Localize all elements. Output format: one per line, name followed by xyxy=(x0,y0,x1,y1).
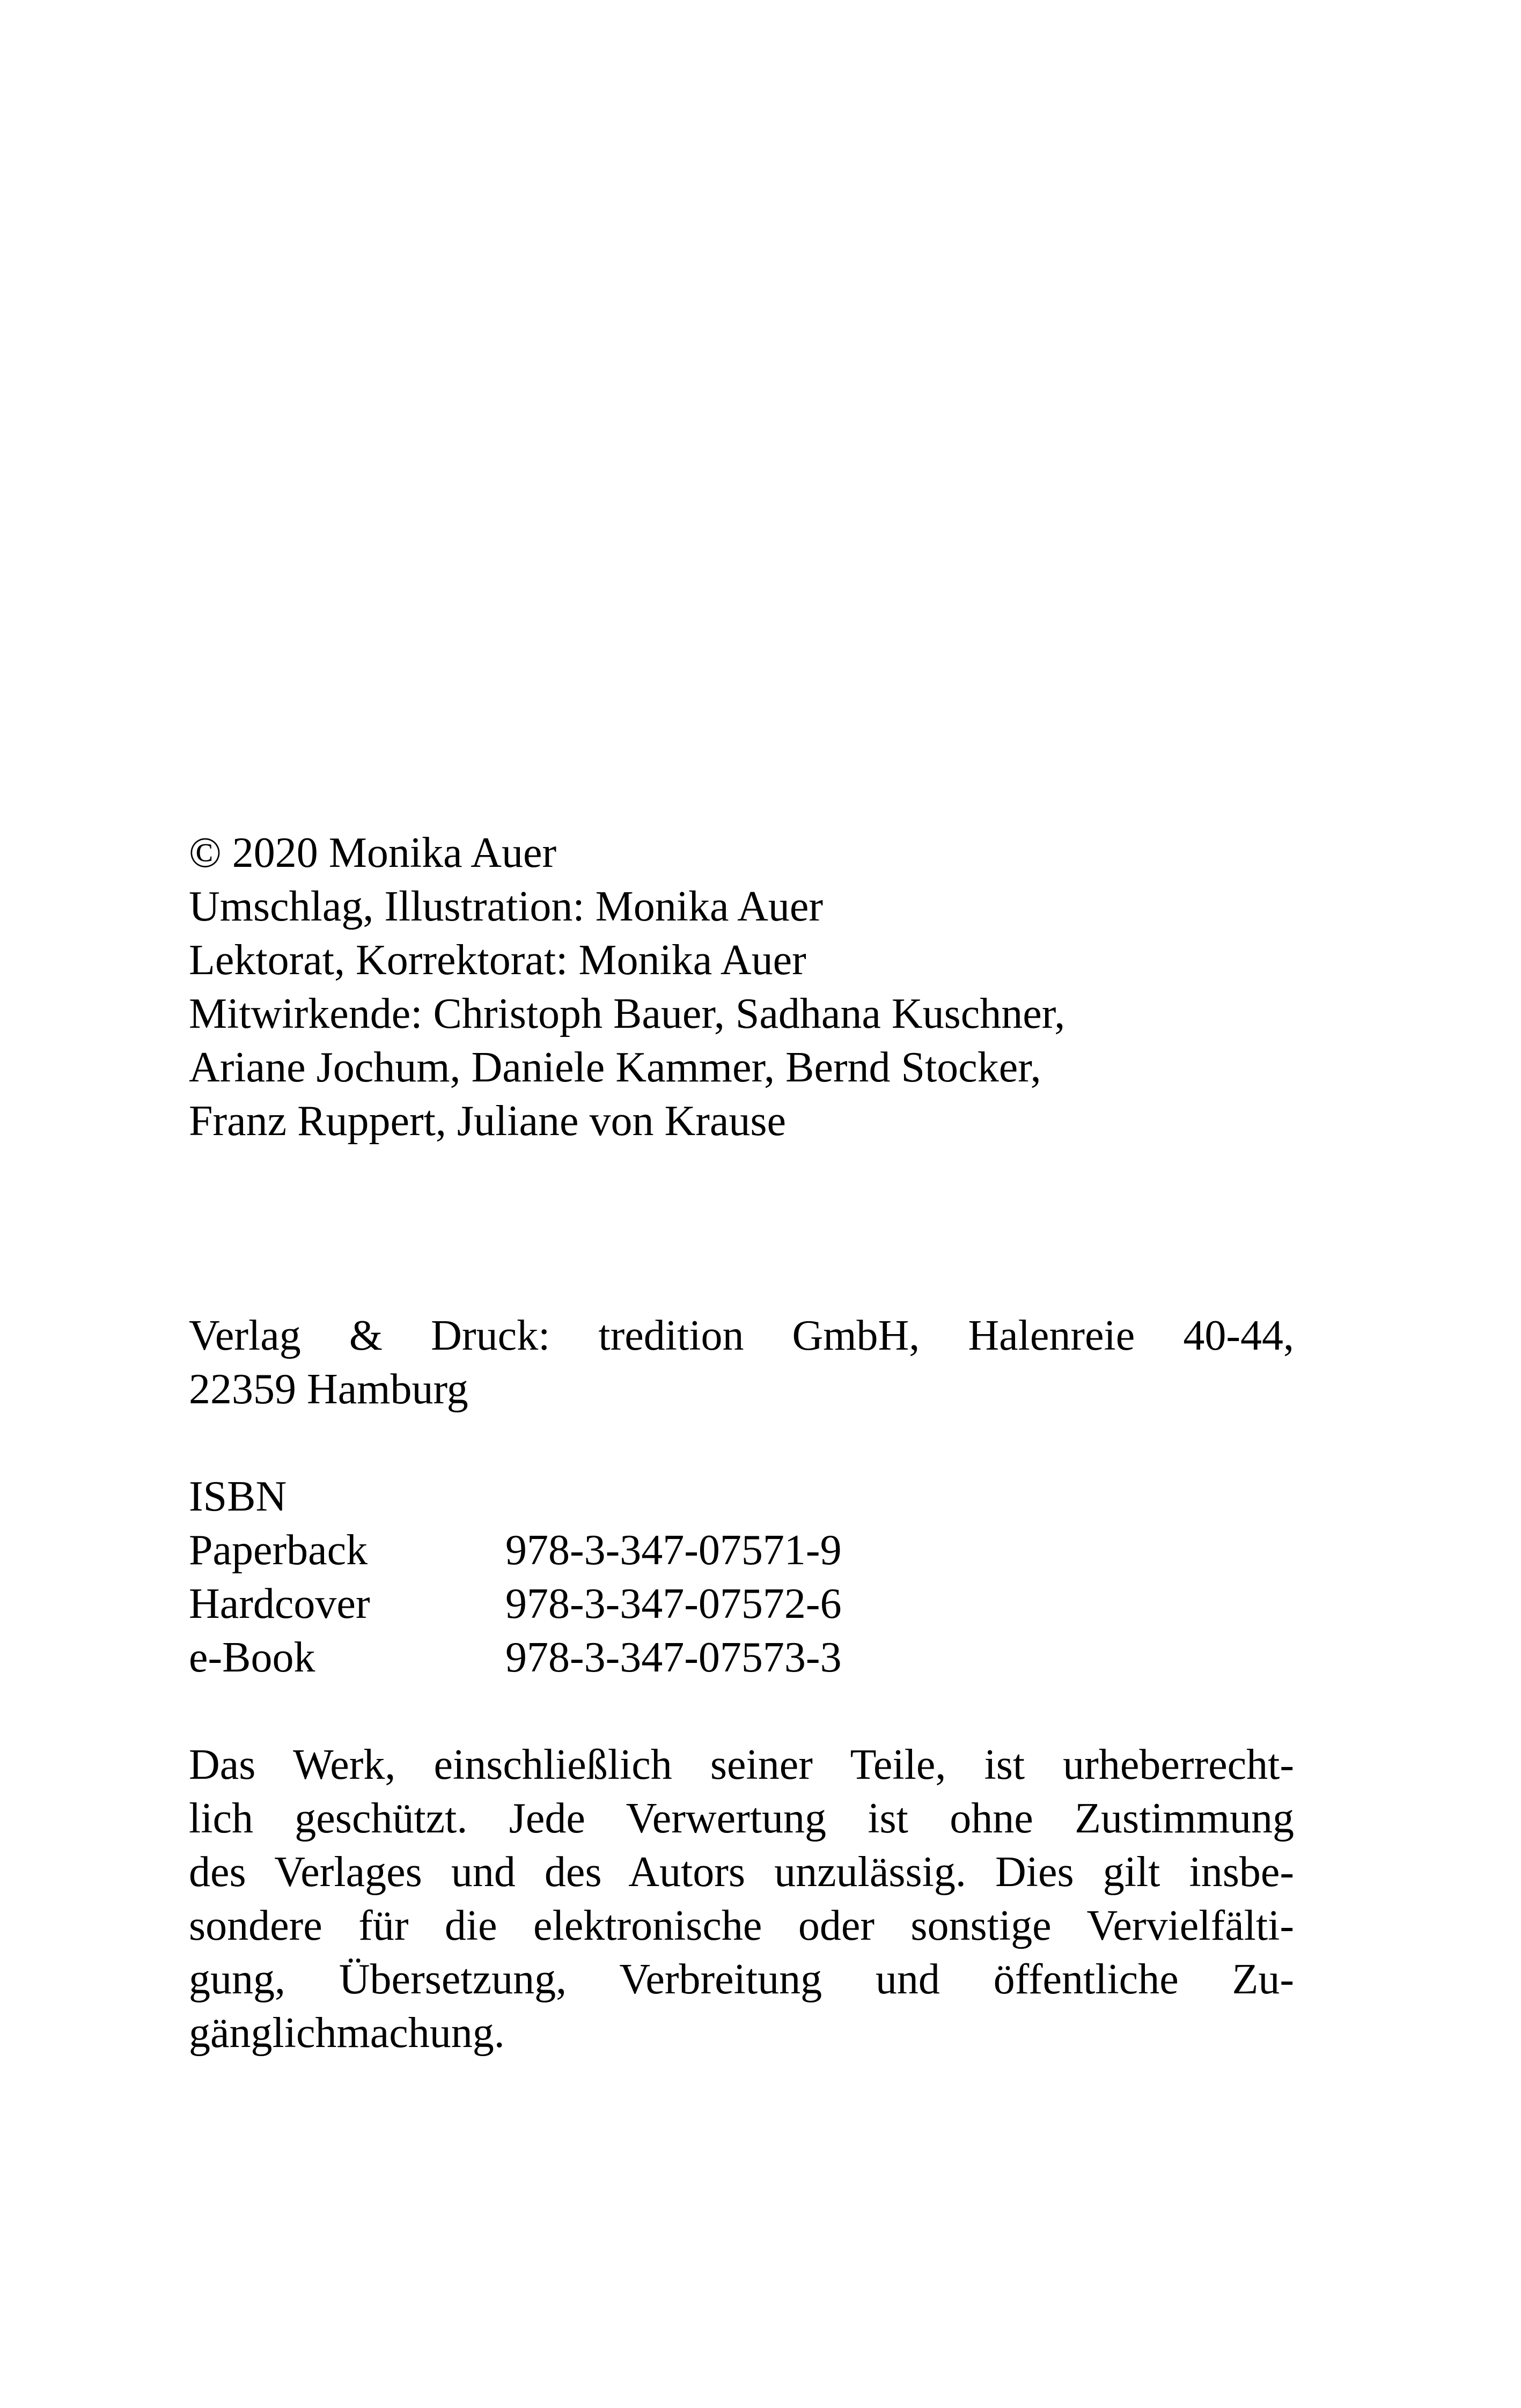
legal-notice xyxy=(189,1738,1294,2060)
isbn-format: Paperback xyxy=(189,1527,368,1574)
isbn-heading: ISBN xyxy=(189,1473,287,1520)
publisher-block xyxy=(189,1309,1294,1416)
cover-illustration-credit: Umschlag, Illustration: Monika Auer xyxy=(189,883,824,930)
isbn-block xyxy=(189,1470,1294,1684)
copyright-line: © 2020 Monika Auer xyxy=(189,829,557,877)
isbn-row xyxy=(189,1577,1294,1631)
contributors-line: Franz Ruppert, Juliane von Krause xyxy=(189,1098,787,1145)
legal-notice-line: lich geschützt. Jede Verwertung ist ohne Zustimmung xyxy=(189,1795,1294,1842)
publisher-name-line: Verlag & Druck: tredition GmbH, Halenreie 40-44, xyxy=(189,1312,1294,1359)
legal-notice-line: sondere für die elektronische oder sonstige Vervielfälti- xyxy=(189,1902,1294,1949)
isbn-number: 978-3-347-07572-6 xyxy=(505,1580,842,1628)
isbn-number: 978-3-347-07573-3 xyxy=(505,1634,842,1681)
isbn-format: e-Book xyxy=(189,1634,315,1681)
isbn-format: Hardcover xyxy=(189,1580,370,1628)
legal-notice-line: gung, Übersetzung, Verbreitung und öffentliche Zu- xyxy=(189,1956,1294,2003)
contributors-line: Ariane Jochum, Daniele Kammer, Bernd Stocker, xyxy=(189,1044,1041,1091)
publisher-city-line: 22359 Hamburg xyxy=(189,1366,468,1413)
editing-credit: Lektorat, Korrektorat: Monika Auer xyxy=(189,937,806,984)
isbn-row xyxy=(189,1523,1294,1577)
isbn-number: 978-3-347-07571-9 xyxy=(505,1527,842,1574)
legal-notice-line: gänglichmachung. xyxy=(189,2009,505,2057)
isbn-row xyxy=(189,1631,1294,1684)
contributors-line: Mitwirkende: Christoph Bauer, Sadhana Kuschner, xyxy=(189,990,1066,1037)
legal-notice-line: Das Werk, einschließlich seiner Teile, ist urheberrecht- xyxy=(189,1741,1294,1788)
copyright-block xyxy=(189,826,1294,1148)
legal-notice-line: des Verlages und des Autors unzulässig. Dies gilt insbe- xyxy=(189,1849,1294,1896)
